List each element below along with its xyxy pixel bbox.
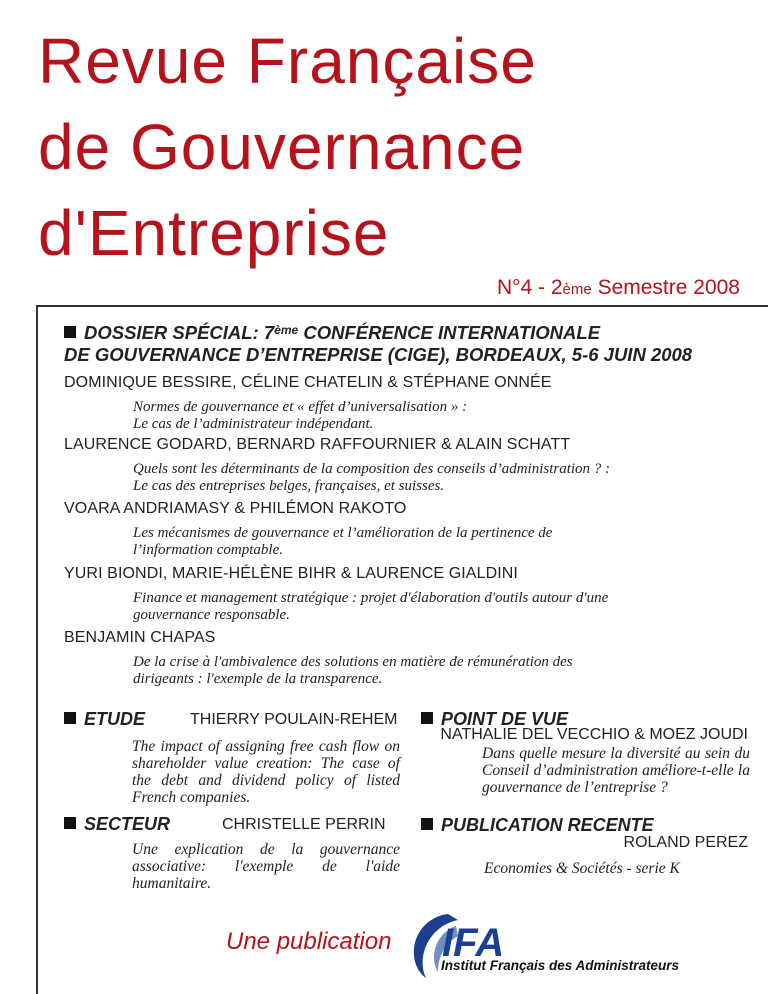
frame-left-line — [36, 305, 38, 994]
square-bullet-icon — [64, 326, 76, 338]
publication-recente-heading-label: PUBLICATION RECENTE — [441, 815, 654, 835]
frame-top-line — [36, 305, 768, 307]
square-bullet-icon — [421, 818, 433, 830]
point-de-vue-heading-label: POINT DE VUE — [441, 709, 569, 729]
ifa-logo-letters: IFA — [442, 921, 505, 965]
square-bullet-icon — [64, 712, 76, 724]
title-line-2: de Gouvernance — [38, 111, 526, 183]
etude-heading-label: ETUDE — [84, 709, 146, 729]
publication-recente-heading — [421, 815, 654, 836]
dossier-entry-4-article — [133, 590, 743, 624]
secteur-author: CHRISTELLE PERRIN — [222, 816, 386, 833]
title-line-1: Revue Française — [38, 25, 537, 97]
issue-sup: ème — [562, 281, 592, 298]
dossier-heading-b: CONFÉRENCE INTERNATIONALE — [298, 322, 601, 343]
publication-recente-author: ROLAND PEREZ — [623, 834, 748, 851]
ifa-logo — [402, 906, 702, 986]
dossier-heading-sup: ème — [274, 323, 299, 337]
dossier-heading-line-2: DE GOUVERNANCE D’ENTREPRISE (CIGE), BORDEAUX, 5-6 JUIN 2008 — [64, 344, 693, 365]
square-bullet-icon — [421, 712, 433, 724]
point-de-vue-article: Dans quelle mesure la diversité au sein du Conseil d’administration améliore-t-elle la gouvernance de l’entreprise ? — [482, 745, 750, 796]
publication-tagline: Une publication — [226, 928, 392, 955]
dossier-entry-3-article — [133, 525, 743, 559]
article-line: gouvernance responsable. — [133, 607, 290, 623]
issue-number — [497, 276, 740, 300]
dossier-heading — [64, 322, 764, 366]
secteur-article: Une explication de la gouvernance associative: l'exemple de l'aide humanitaire. — [132, 841, 400, 892]
secteur-heading — [64, 814, 170, 835]
article-line: Finance et management stratégique : projet d'élaboration d'outils autour d'une — [133, 590, 609, 606]
issue-prefix: N°4 - 2 — [496, 276, 563, 299]
etude-article: The impact of assigning free cash flow on shareholder value creation: The case of the debt and dividend policy of listed French companies. — [132, 738, 400, 806]
article-line: Quels sont les déterminants de la composition des conseils d’administration ? : — [133, 461, 611, 477]
square-bullet-icon — [64, 817, 76, 829]
article-line: l’information comptable. — [133, 542, 283, 558]
dossier-entry-2-authors: LAURENCE GODARD, BERNARD RAFFOURNIER & ALAIN SCHATT — [64, 436, 571, 453]
dossier-entry-1-article — [133, 399, 743, 433]
dossier-entry-5-article — [133, 654, 743, 688]
dossier-entry-5-authors: BENJAMIN CHAPAS — [64, 629, 216, 646]
dossier-entry-2-article — [133, 461, 743, 495]
etude-author: THIERRY POULAIN-REHEM — [190, 711, 398, 728]
article-line: Le cas des entreprises belges, françaises, et suisses. — [133, 478, 445, 494]
issue-suffix: Semestre 2008 — [591, 276, 740, 299]
point-de-vue-author: NATHALIE DEL VECCHIO & MOEZ JOUDI — [440, 726, 748, 743]
article-line: De la crise à l'ambivalence des solutions en matière de rémunération des — [133, 654, 573, 670]
dossier-heading-a: DOSSIER SPÉCIAL: 7 — [84, 322, 275, 343]
dossier-entry-3-authors: VOARA ANDRIAMASY & PHILÉMON RAKOTO — [64, 500, 407, 517]
ifa-logo-name: Institut Français des Administrateurs — [441, 958, 680, 973]
title-line-3: d'Entreprise — [38, 197, 390, 269]
article-line: Les mécanismes de gouvernance et l’amélioration de la pertinence de — [133, 525, 553, 541]
dossier-entry-1-authors: DOMINIQUE BESSIRE, CÉLINE CHATELIN & STÉPHANE ONNÉE — [64, 374, 552, 391]
secteur-heading-label: SECTEUR — [84, 814, 171, 834]
dossier-entry-4-authors: YURI BIONDI, MARIE-HÉLÈNE BIHR & LAURENCE GIALDINI — [64, 565, 518, 582]
publication-recente-article: Economies & Sociétés - serie K — [484, 860, 680, 877]
journal-title — [38, 18, 537, 276]
article-line: dirigeants : l'exemple de la transparence. — [133, 671, 383, 687]
article-line: Normes de gouvernance et « effet d’universalisation » : — [133, 399, 468, 415]
etude-heading — [64, 709, 145, 730]
article-line: Le cas de l’administrateur indépendant. — [133, 416, 374, 432]
